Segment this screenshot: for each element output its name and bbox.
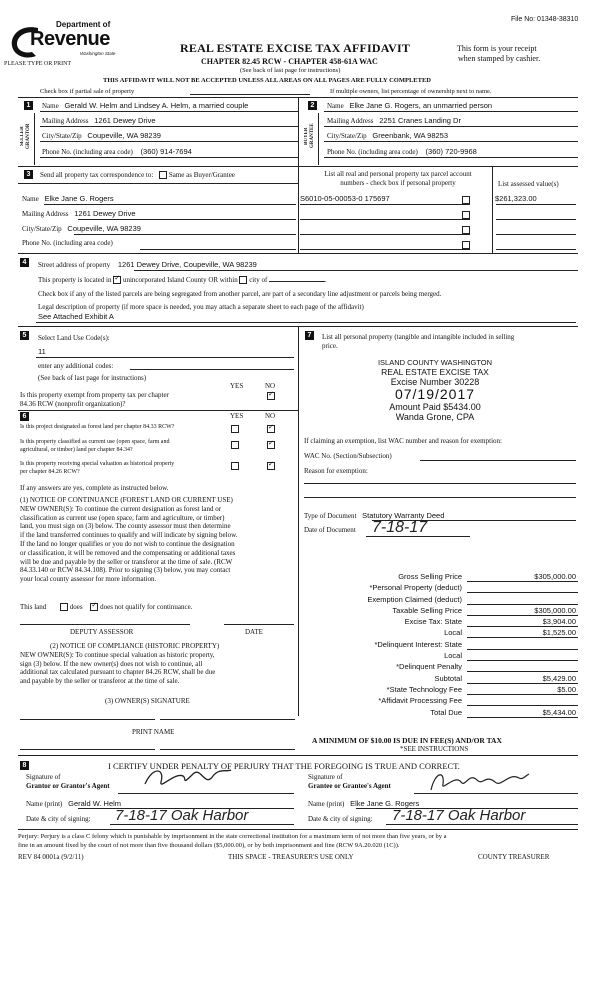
- this-land-row: [20, 603, 192, 611]
- tax-row: [304, 708, 580, 719]
- perjury-line-1: Perjury: Perjury is a class C felony which is punishable by imprisonment in the state correctional institution for a maximum term of not more than five years, or by a: [18, 833, 447, 840]
- grantor-agent-label: Grantor or Grantor's Agent: [26, 782, 110, 790]
- additional-codes-label: enter any additional codes:: [38, 362, 114, 370]
- tax-row-label: *Delinquent Interest: State: [374, 639, 462, 649]
- notice2-line: sign (3) below. If the new owner(s) does not wish to continue, all: [20, 659, 203, 668]
- stamp-amount: Amount Paid $5434.00: [389, 402, 481, 412]
- tax-row-label: Subtotal: [434, 673, 462, 683]
- warning-text: THIS AFFIDAVIT WILL NOT BE ACCEPTED UNLESS ALL AREAS ON ALL PAGES ARE FULLY COMPLETED: [103, 77, 431, 84]
- seller-city[interactable]: Coupeville, WA 98239: [87, 131, 161, 140]
- tax-row-label: Local: [444, 651, 462, 661]
- corr-mailing-label: Mailing Address: [22, 210, 69, 218]
- grantee-signature-icon: [425, 766, 535, 796]
- doc-type[interactable]: Statutory Warranty Deed: [362, 511, 445, 520]
- seller-side-label: SELLER GRANTOR: [20, 123, 31, 149]
- exempt-q2: 84.36 RCW (nonprofit organization)?: [20, 400, 126, 408]
- corr-city[interactable]: Coupeville, WA 98239: [67, 224, 141, 233]
- does-label: does: [69, 603, 83, 611]
- if-yes-note: If any answers are yes, complete as instructed below.: [20, 484, 169, 492]
- corr-name[interactable]: Elke Jane G. Rogers: [44, 194, 114, 203]
- tax-row-line: [467, 705, 578, 706]
- tax-row-label: Exemption Claimed (deduct): [367, 594, 462, 604]
- grantee-date-label: Date & city of signing:: [308, 815, 373, 823]
- tax-row-line: [467, 717, 578, 718]
- receipt-line-1: This form is your receipt: [457, 44, 537, 53]
- personal-label-2: price.: [322, 342, 338, 350]
- located-row: This property is located in ✓ unincorporated Island County OR within city of .: [38, 276, 327, 284]
- county-treasurer-label: COUNTY TREASURER: [478, 853, 550, 861]
- located-pre: This property is located in: [38, 276, 112, 284]
- notice1-line: (1) NOTICE OF CONTINUANCE (FOREST LAND OR CURRENT USE): [20, 496, 233, 504]
- seller-mailing-row: [42, 116, 156, 125]
- notice-continuance: [20, 496, 237, 584]
- notice-compliance: [20, 642, 219, 686]
- land-does-checkbox[interactable]: [60, 603, 68, 611]
- current-use-yes-checkbox[interactable]: [231, 441, 239, 449]
- tax-row-line: [467, 671, 578, 672]
- form-title: REAL ESTATE EXCISE TAX AFFIDAVIT: [180, 41, 411, 55]
- tax-row-value[interactable]: $5.00: [557, 684, 576, 694]
- parcel-header: [303, 170, 493, 188]
- seller-name-row: [42, 101, 248, 110]
- stamp-county: ISLAND COUNTY WASHINGTON: [377, 358, 493, 367]
- owner-signature-label: (3) OWNER(S) SIGNATURE: [105, 697, 190, 705]
- buyer-phone-label: Phone No. (including area code): [327, 148, 418, 156]
- buyer-mailing-label: Mailing Address: [327, 117, 374, 125]
- notice1-line: NEW OWNER(S): To continue the current designation as forest land or: [20, 504, 222, 513]
- s6-no-header: NO: [265, 412, 276, 420]
- buyer-name-row: [327, 101, 492, 110]
- tax-row: [304, 572, 580, 583]
- tax-row-line: [467, 615, 578, 616]
- tax-row: [304, 595, 580, 606]
- section-8-number: 8: [20, 761, 29, 770]
- seller-city-row: [42, 131, 161, 140]
- notice2-line: additional tax calculated pursuant to chapter 84.26 RCW, shall be due: [20, 668, 216, 677]
- land-use-code[interactable]: 11: [38, 347, 46, 356]
- notice1-line: If the land no longer qualifies or you do not wish to continue the designation: [20, 539, 235, 548]
- buyer-name-label: Name: [327, 102, 344, 110]
- tax-row: [304, 628, 580, 639]
- seller-name-label: Name: [42, 102, 59, 110]
- tax-row-label: *Affidavit Processing Fee: [378, 696, 462, 706]
- certify-text: I CERTIFY UNDER PENALTY OF PERJURY THAT THE FOREGOING IS TRUE AND CORRECT.: [108, 761, 460, 771]
- doc-date-label: Date of Document: [304, 526, 356, 534]
- tax-row-value[interactable]: $305,000.00: [534, 572, 576, 581]
- stamp-name: Wanda Grone, CPA: [395, 412, 475, 422]
- grantor-print-name[interactable]: Gerald W. Helm: [68, 799, 122, 808]
- corr-name-label: Name: [22, 195, 39, 203]
- grantee-sig-of: Signature of: [308, 773, 343, 781]
- grantee-date-place[interactable]: 7-18-17 Oak Harbor: [392, 807, 526, 824]
- partial-sale-text: [40, 88, 134, 95]
- historic-yes-checkbox[interactable]: [231, 462, 239, 470]
- buyer-mailing-row: [327, 116, 461, 125]
- notice1-line: land, you must sign on (3) below. The county assessor must then determine: [20, 522, 231, 531]
- street-label: Street address of property: [38, 261, 111, 269]
- land-use-see-back: (See back of last page for instructions): [38, 374, 147, 382]
- tax-row-line: [467, 581, 578, 582]
- doc-type-label: Type of Document: [304, 512, 357, 520]
- grantee-name-label: Name (print): [308, 800, 345, 808]
- reason-label: Reason for exemption:: [304, 467, 368, 475]
- does-not-label: does not qualify for continuance.: [100, 603, 193, 611]
- unincorporated-checkbox[interactable]: [113, 276, 121, 284]
- notice1-line: 84.33.140 or RCW 84.34.108). Prior to signing (3) below, you may contact: [20, 566, 231, 575]
- tax-row-value[interactable]: $3,904.00: [542, 617, 576, 627]
- grantor-date-label: Date & city of signing:: [26, 815, 91, 823]
- same-as-buyer-checkbox[interactable]: [159, 171, 167, 179]
- section-7-number: 7: [305, 331, 314, 340]
- send-correspondence-row: [40, 171, 235, 179]
- s5-yes-header: YES: [230, 382, 244, 390]
- section-2-number: 2: [308, 101, 317, 110]
- street-row: [38, 260, 257, 269]
- grantor-signature[interactable]: [135, 762, 255, 792]
- buyer-mailing[interactable]: 2251 Cranes Landing Dr: [379, 116, 461, 125]
- buyer-side-label: BUYER GRANTEE: [304, 123, 315, 149]
- notice1-line: if the land transferred continues to qualify and will indicate by signing below.: [20, 531, 238, 540]
- tax-row-label: *Personal Property (deduct): [369, 583, 462, 593]
- forest-yes-checkbox[interactable]: [231, 425, 239, 433]
- see-instructions: *SEE INSTRUCTIONS: [400, 745, 469, 753]
- notice1-line: will be due and payable by the seller or transferor at the time of sale. (RCW: [20, 557, 233, 566]
- tax-row-label: *Delinquent Penalty: [396, 662, 462, 672]
- grantee-agent-label: Grantee or Grantee's Agent: [308, 782, 391, 790]
- tax-row-line: [467, 592, 578, 593]
- grantor-sig-of: Signature of: [26, 773, 61, 781]
- tax-row: [304, 651, 580, 662]
- current-use-question-a: Is this property classified as current use (open space, farm and: [20, 439, 170, 445]
- seller-phone-label: Phone No. (including area code): [42, 148, 133, 156]
- parcel-header-2: numbers - check box if personal property: [340, 179, 456, 187]
- see-back-header: (See back of last page for instructions): [240, 67, 341, 74]
- current-use-no-checkbox[interactable]: [267, 441, 275, 449]
- notice2-line: NEW OWNER(S): To continue special valuation as historic property,: [20, 650, 215, 659]
- grantor-sig-label: [26, 773, 110, 791]
- section-5-number: 5: [20, 331, 29, 340]
- logo-revenue: Revenue: [30, 28, 110, 50]
- land-use-label: Select Land Use Code(s):: [38, 334, 110, 342]
- form-subtitle: CHAPTER 82.45 RCW - CHAPTER 458-61A WAC: [201, 57, 378, 66]
- buyer-phone-row: [327, 147, 477, 156]
- tax-row-line: [467, 637, 578, 638]
- perjury-line-2: fine in an amount fixed by the court of not more than five thousand dollars ($5,000.00), or by both imprisonment and fine (RCW 9A.20.020 (1C)).: [18, 842, 400, 849]
- revenue-logo: [8, 20, 123, 62]
- grantee-signature[interactable]: [425, 766, 535, 796]
- seller-mailing-label: Mailing Address: [42, 117, 89, 125]
- tax-row-label: Local: [444, 628, 462, 638]
- buyer-city-row: [327, 131, 448, 140]
- current-use-question-b: agricultural, or timber) land per chapter 84.34?: [20, 447, 133, 453]
- tax-row: [304, 685, 580, 696]
- tax-row-label: *State Technology Fee: [386, 684, 462, 694]
- historic-question-b: per chapter 84.26 RCW?: [20, 469, 80, 475]
- s5-no-header: NO: [265, 382, 276, 390]
- stamp-title: REAL ESTATE EXCISE TAX: [381, 367, 489, 377]
- form-revision: REV 84 0001a (9/2/11): [18, 853, 84, 861]
- segregated-note: Check box if any of the listed parcels are being segregated from another parcel, are part of a secondary line adjustment or parcels being merged.: [38, 290, 442, 298]
- personal-label-1: List all personal property (tangible and intangible included in selling: [322, 333, 515, 341]
- tax-table: [304, 572, 580, 719]
- tax-row: [304, 617, 580, 628]
- tax-row-line: [467, 660, 578, 661]
- corr-phone-label: Phone No. (including area code): [22, 239, 113, 247]
- seller-city-label: City/State/Zip: [42, 132, 82, 140]
- tax-row-value[interactable]: $5,434.00: [542, 707, 576, 717]
- grantor-name-label: Name (print): [26, 800, 63, 808]
- assessor-date-label: DATE: [245, 628, 263, 636]
- multiple-owners-note: If multiple owners, list percentage of ownership next to name.: [330, 88, 492, 95]
- assessed-1[interactable]: $261,323.00: [495, 194, 537, 203]
- tax-row-value[interactable]: $5,429.00: [542, 673, 576, 683]
- stamp-number: Excise Number 30228: [390, 377, 480, 387]
- legal-label: Legal description of property (if more space is needed, you may attach a separate sheet to each page of the affidavit): [38, 303, 364, 311]
- receipt-line-2: when stamped by cashier.: [458, 54, 541, 63]
- exemption-label: If claiming an exemption, list WAC number and reason for exemption:: [304, 437, 502, 445]
- tax-row: [304, 606, 580, 617]
- located-city: city of: [249, 276, 268, 284]
- logo-dept: Department of: [56, 20, 111, 29]
- minimum-note: A MINIMUM OF $10.00 IS DUE IN FEE(S) AND/OR TAX: [312, 736, 502, 745]
- located-unincorporated: unincorporated Island County OR within: [122, 276, 238, 284]
- tax-row-label: Gross Selling Price: [398, 572, 462, 581]
- corr-name-row: [22, 194, 114, 203]
- treasurer-stamp: [335, 358, 535, 422]
- street-address[interactable]: 1261 Dewey Drive, Coupeville, WA 98239: [117, 260, 257, 269]
- corr-mailing[interactable]: 1261 Dewey Drive: [74, 209, 136, 218]
- section-4-number: 4: [20, 258, 29, 267]
- exempt-no-checkbox[interactable]: [267, 392, 275, 400]
- notice2-line: (2) NOTICE OF COMPLIANCE (HISTORIC PROPERTY): [50, 642, 220, 650]
- seller-phone[interactable]: (360) 914-7694: [140, 147, 192, 156]
- parcel-1[interactable]: S6010-05-00053-0 175697: [300, 194, 390, 203]
- wac-label: WAC No. (Section/Subsection): [304, 452, 392, 460]
- grantor-name-row: [26, 799, 121, 808]
- exempt-q1: Is this property exempt from property tax per chapter: [20, 391, 169, 399]
- tax-row-line: [467, 683, 578, 684]
- parcel-4-personal-checkbox[interactable]: [462, 241, 470, 249]
- grantor-date-place[interactable]: 7-18-17 Oak Harbor: [115, 807, 249, 824]
- grantor-signature-icon: [135, 762, 255, 792]
- section-1-number: 1: [24, 101, 33, 110]
- tax-row-line: [467, 649, 578, 650]
- notice2-line: and payable by the seller or transferor at the time of sale.: [20, 677, 180, 686]
- tax-row-label: Excise Tax: State: [404, 617, 462, 627]
- notice1-line: or classification, it will be removed and the compensating or additional taxes: [20, 548, 236, 557]
- seller-name[interactable]: Gerald W. Helm and Lindsey A. Helm, a married couple: [64, 101, 249, 110]
- historic-no-checkbox[interactable]: [267, 462, 275, 470]
- notice1-line: your local county assessor for more information.: [20, 575, 157, 584]
- s6-yes-header: YES: [230, 412, 244, 420]
- tax-row: [304, 662, 580, 673]
- tax-row-line: [467, 604, 578, 605]
- tax-row-line: [467, 694, 578, 695]
- seller-phone-row: [42, 147, 192, 156]
- please-type: PLEASE TYPE OR PRINT: [4, 61, 72, 67]
- parcel-1-personal-checkbox[interactable]: [462, 196, 470, 204]
- assessed-header: List assessed value(s): [498, 180, 559, 188]
- grantee-sig-label: [308, 773, 391, 791]
- tax-row: [304, 696, 580, 707]
- tax-row: [304, 640, 580, 651]
- file-number: File No: 01348-38310: [511, 16, 579, 23]
- tax-row: [304, 674, 580, 685]
- print-name-label: PRINT NAME: [132, 728, 175, 736]
- tax-row: [304, 583, 580, 594]
- parcel-3-personal-checkbox[interactable]: [462, 226, 470, 234]
- doc-date[interactable]: 7-18-17: [372, 519, 428, 536]
- personal-property-label: [322, 333, 514, 351]
- stamp-date: 07/19/2017: [394, 386, 476, 402]
- buyer-city[interactable]: Greenbank, WA 98253: [372, 131, 449, 140]
- tax-row-label: Taxable Selling Price: [392, 605, 462, 615]
- parcel-2-personal-checkbox[interactable]: [462, 211, 470, 219]
- tax-row-line: [467, 626, 578, 627]
- forest-no-checkbox[interactable]: [267, 425, 275, 433]
- buyer-phone[interactable]: (360) 720-9968: [425, 147, 477, 156]
- tax-row-value[interactable]: $1,525.00: [542, 628, 576, 638]
- grantee-print-name[interactable]: Elke Jane G. Rogers: [350, 799, 420, 808]
- legal-value[interactable]: See Attached Exhibit A: [38, 312, 114, 321]
- same-as-buyer-label: Same as Buyer/Grantee: [168, 171, 235, 179]
- buyer-name[interactable]: Elke Jane G. Rogers, an unmarried person: [349, 101, 493, 110]
- corr-city-row: [22, 224, 141, 233]
- seller-mailing[interactable]: 1261 Dewey Drive: [94, 116, 156, 125]
- parcel-header-1: List all real and personal property tax parcel account: [324, 170, 472, 178]
- forest-question: Is this project designated as forest land per chapter 84.33 RCW?: [20, 424, 175, 430]
- section-3-number: 3: [24, 170, 33, 179]
- logo-state: Washington State: [80, 51, 116, 56]
- deputy-assessor-label: DEPUTY ASSESSOR: [70, 628, 134, 636]
- notice1-line: classification as current use (open space, farm and agriculture, or timber): [20, 513, 225, 522]
- land-does-not-checkbox[interactable]: [90, 603, 98, 611]
- tax-row-label: Total Due: [430, 707, 462, 717]
- buyer-city-label: City/State/Zip: [327, 132, 367, 140]
- this-land-label: This land: [20, 603, 47, 611]
- section-6-number: 6: [20, 412, 29, 421]
- historic-question-a: Is this property receiving special valuation as historical property: [20, 461, 175, 467]
- corr-mailing-row: [22, 209, 136, 218]
- partial-sale-label: Check box if partial sale of property: [40, 88, 135, 95]
- city-of-checkbox[interactable]: [239, 276, 247, 284]
- corr-city-label: City/State/Zip: [22, 225, 62, 233]
- treasurer-use-only: THIS SPACE - TREASURER'S USE ONLY: [228, 853, 354, 861]
- send-label: Send all property tax correspondence to:: [40, 171, 154, 179]
- tax-row-value[interactable]: $305,000.00: [534, 605, 576, 615]
